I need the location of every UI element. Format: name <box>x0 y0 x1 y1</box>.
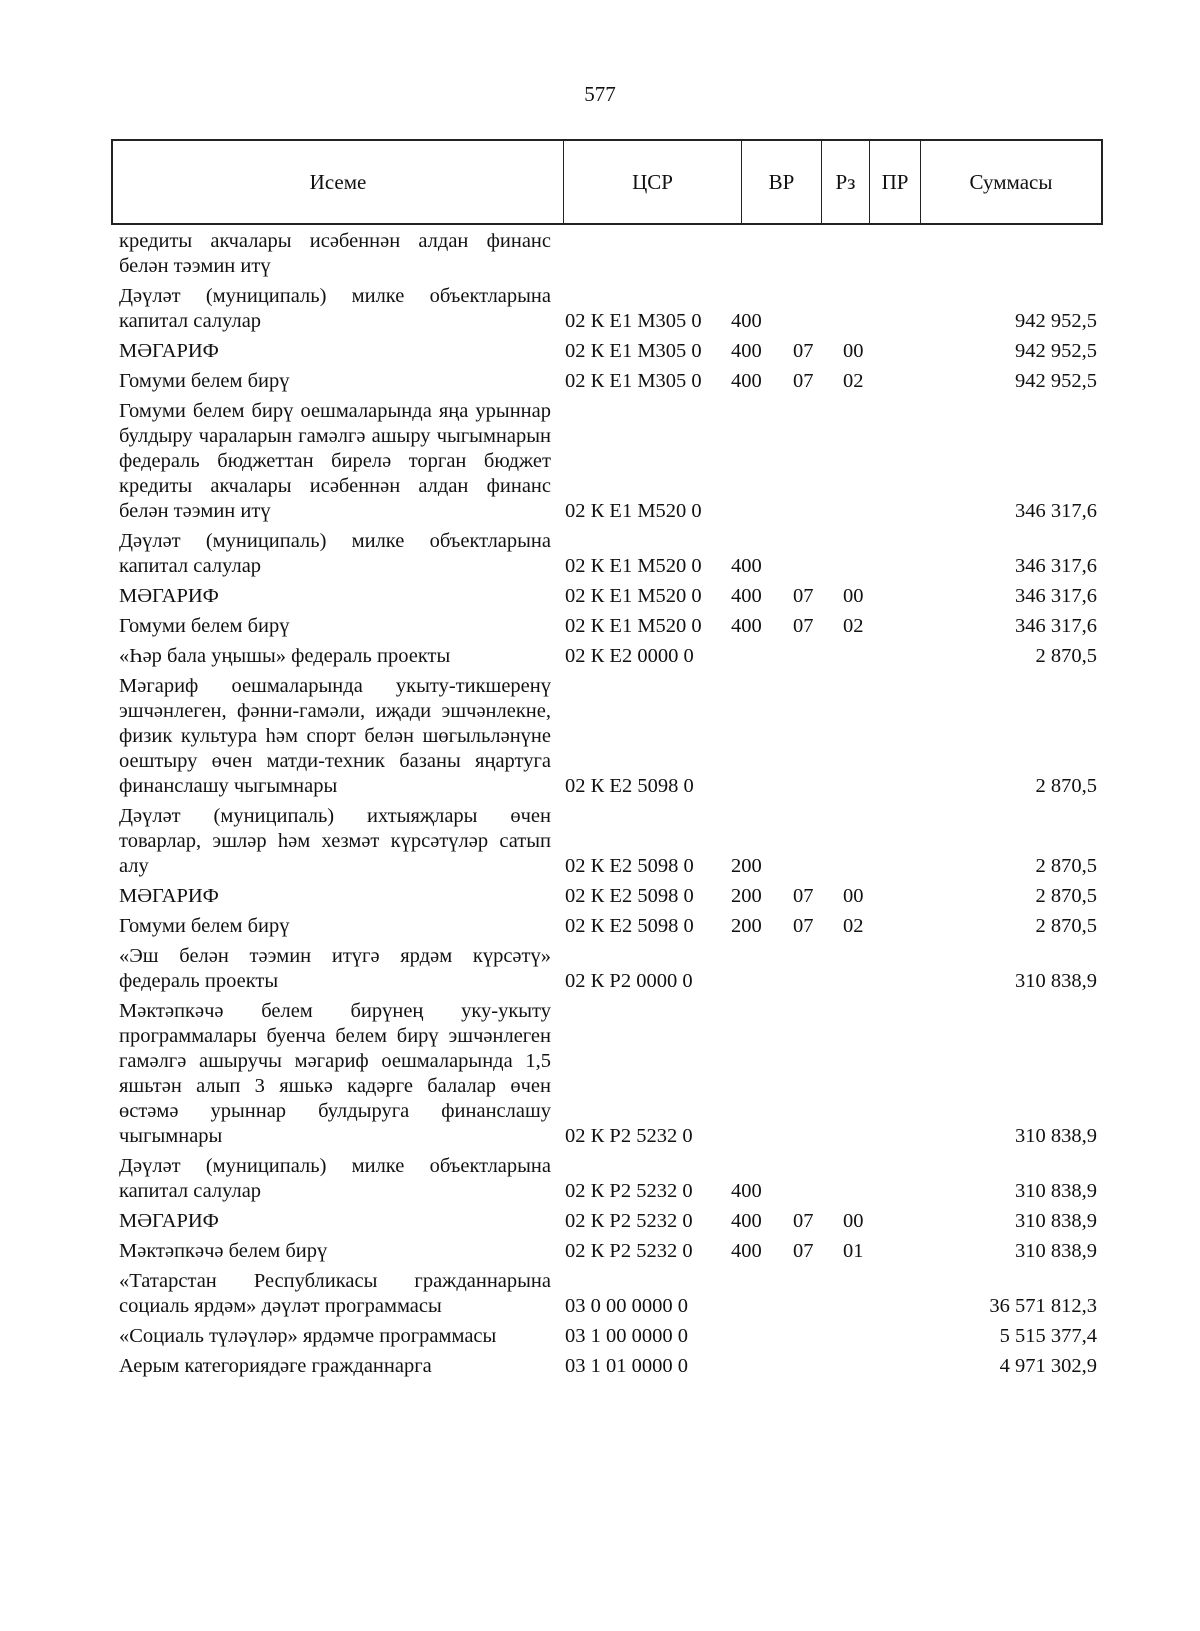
row-sum: 310 838,9 <box>1015 1240 1097 1262</box>
row-vr: 200 <box>731 855 762 877</box>
row-name: Гомуми белем бирү <box>119 370 290 392</box>
row-vr: 200 <box>731 885 762 907</box>
table-row <box>119 1269 1099 1319</box>
table-row <box>119 1154 1099 1204</box>
row-sum: 2 870,5 <box>1035 915 1097 937</box>
row-name: кредиты акчалары исәбеннән алдан финанс белән тәэмин итү <box>119 230 551 277</box>
row-vr: 400 <box>731 1240 762 1262</box>
row-sum: 310 838,9 <box>1015 1210 1097 1232</box>
row-sum: 2 870,5 <box>1035 885 1097 907</box>
table-row <box>119 339 1099 364</box>
row-name: МӘГАРИФ <box>119 885 219 907</box>
row-csr: 02 К Е1 М520 0 <box>565 555 702 577</box>
row-sum: 2 870,5 <box>1035 855 1097 877</box>
table-row <box>119 1354 1099 1379</box>
table-row <box>119 1239 1099 1264</box>
row-csr: 02 К Е2 5098 0 <box>565 915 694 937</box>
table-row <box>119 674 1099 799</box>
row-pr: 02 <box>843 915 864 937</box>
row-csr: 03 1 00 0000 0 <box>565 1325 688 1347</box>
row-name: МӘГАРИФ <box>119 585 219 607</box>
row-rz: 07 <box>793 915 814 937</box>
row-vr: 400 <box>731 1180 762 1202</box>
table-row <box>119 1209 1099 1234</box>
row-csr: 02 К Р2 0000 0 <box>565 970 693 992</box>
table-row <box>119 914 1099 939</box>
header-sum: Суммасы <box>969 169 1053 194</box>
row-name: Мәктәпкәчә белем бирүнең уку-укыту программалары буенча белем бирү эшчәнлеген гамәлгә ашыручы мәгариф оешмаларында 1,5 яшьтән алып 3 яшькә кадәрге балалар өчен өстәмә урыннар булдыруга финанслашу чыгымнары <box>119 1000 551 1147</box>
row-rz: 07 <box>793 1210 814 1232</box>
row-sum: 5 515 377,4 <box>999 1325 1097 1347</box>
row-csr: 02 К Е1 М520 0 <box>565 500 702 522</box>
row-pr: 00 <box>843 1210 864 1232</box>
row-sum: 310 838,9 <box>1015 1180 1097 1202</box>
row-sum: 346 317,6 <box>1015 585 1097 607</box>
row-rz: 07 <box>793 370 814 392</box>
header-rz: Рз <box>822 141 870 223</box>
row-name: «Татарстан Республикасы гражданнарына социаль ярдәм» дәүләт программасы <box>119 1270 551 1317</box>
row-sum: 36 571 812,3 <box>989 1295 1097 1317</box>
row-pr: 01 <box>843 1240 864 1262</box>
row-csr: 03 1 01 0000 0 <box>565 1355 688 1377</box>
table-row <box>119 529 1099 579</box>
table-row <box>119 284 1099 334</box>
row-rz: 07 <box>793 340 814 362</box>
row-vr: 400 <box>731 1210 762 1232</box>
row-csr: 02 К Е1 М305 0 <box>565 340 702 362</box>
row-name: «Һәр бала уңышы» федераль проекты <box>119 645 451 667</box>
row-name: Гомуми белем бирү <box>119 915 290 937</box>
row-vr: 400 <box>731 310 762 332</box>
row-rz: 07 <box>793 615 814 637</box>
row-csr: 02 К Р2 5232 0 <box>565 1240 693 1262</box>
table-row <box>119 369 1099 394</box>
row-pr: 00 <box>843 340 864 362</box>
row-csr: 02 К Р2 5232 0 <box>565 1210 693 1232</box>
row-csr: 02 К Е2 5098 0 <box>565 775 694 797</box>
header-pr: ПР <box>870 141 921 223</box>
row-name: Гомуми белем бирү <box>119 615 290 637</box>
row-rz: 07 <box>793 1240 814 1262</box>
row-csr: 02 К Е1 М305 0 <box>565 370 702 392</box>
table-body <box>119 229 1099 1384</box>
table-row <box>119 584 1099 609</box>
row-name: Гомуми белем бирү оешмаларында яңа урыннар булдыру чараларын гамәлгә ашыру чыгымнарын федераль бюджеттан бирелә торган бюджет кредиты акчалары исәбеннән алдан финанс белән тәэмин итү <box>119 400 551 522</box>
row-name: МӘГАРИФ <box>119 340 219 362</box>
row-sum: 310 838,9 <box>1015 1125 1097 1147</box>
row-csr: 02 К Р2 5232 0 <box>565 1125 693 1147</box>
header-name: Исеме <box>113 141 564 223</box>
row-pr: 02 <box>843 370 864 392</box>
row-name: Мәгариф оешмаларында укыту-тикшеренү эшчәнлеген, фәнни-гамәли, иҗади эшчәнлекне, физик культура һәм спорт белән шөгыльләнүне оештыру өчен матди-техник базаны яңартуга финанслашу чыгымнары <box>119 675 551 797</box>
table-row <box>119 229 1099 279</box>
row-csr: 03 0 00 0000 0 <box>565 1295 688 1317</box>
row-vr: 400 <box>731 370 762 392</box>
row-csr: 02 К Е2 5098 0 <box>565 885 694 907</box>
row-rz: 07 <box>793 585 814 607</box>
row-vr: 200 <box>731 915 762 937</box>
row-csr: 02 К Е1 М520 0 <box>565 585 702 607</box>
row-sum: 310 838,9 <box>1015 970 1097 992</box>
row-name: Мәктәпкәчә белем бирү <box>119 1240 328 1262</box>
row-rz: 07 <box>793 885 814 907</box>
row-sum: 346 317,6 <box>1015 555 1097 577</box>
row-sum: 346 317,6 <box>1015 615 1097 637</box>
row-pr: 00 <box>843 885 864 907</box>
row-pr: 02 <box>843 615 864 637</box>
table-row <box>119 614 1099 639</box>
row-vr: 400 <box>731 340 762 362</box>
row-vr: 400 <box>731 585 762 607</box>
table-row <box>119 399 1099 524</box>
row-csr: 02 К Е1 М520 0 <box>565 615 702 637</box>
row-sum: 2 870,5 <box>1035 645 1097 667</box>
table-header <box>111 139 1103 225</box>
table-row <box>119 884 1099 909</box>
header-vr: ВР <box>742 141 822 223</box>
row-sum: 4 971 302,9 <box>999 1355 1097 1377</box>
table-row <box>119 1324 1099 1349</box>
row-vr: 400 <box>731 615 762 637</box>
row-csr: 02 К Р2 5232 0 <box>565 1180 693 1202</box>
row-sum: 346 317,6 <box>1015 500 1097 522</box>
row-csr: 02 К Е2 5098 0 <box>565 855 694 877</box>
row-pr: 00 <box>843 585 864 607</box>
row-name: «Эш белән тәэмин итүгә ярдәм күрсәтү» федераль проекты <box>119 945 551 992</box>
row-name: Дәүләт (муниципаль) милке объектларына капитал салулар <box>119 1155 551 1202</box>
row-sum: 942 952,5 <box>1015 340 1097 362</box>
header-csr: ЦСР <box>564 141 742 223</box>
row-name: Дәүләт (муниципаль) милке объектларына капитал салулар <box>119 530 551 577</box>
row-name: «Социаль түләүләр» ярдәмче программасы <box>119 1325 497 1347</box>
row-sum: 2 870,5 <box>1035 775 1097 797</box>
row-sum: 942 952,5 <box>1015 370 1097 392</box>
row-vr: 400 <box>731 555 762 577</box>
row-name: МӘГАРИФ <box>119 1210 219 1232</box>
table-row <box>119 644 1099 669</box>
row-name: Дәүләт (муниципаль) милке объектларына капитал салулар <box>119 285 551 332</box>
row-csr: 02 К Е2 0000 0 <box>565 645 694 667</box>
table-row <box>119 999 1099 1149</box>
table-row <box>119 804 1099 879</box>
row-csr: 02 К Е1 М305 0 <box>565 310 702 332</box>
table-row <box>119 944 1099 994</box>
row-name: Аерым категориядәге гражданнарга <box>119 1355 432 1377</box>
row-sum: 942 952,5 <box>1015 310 1097 332</box>
row-name: Дәүләт (муниципаль) ихтыяҗлары өчен товарлар, эшләр һәм хезмәт күрсәтүләр сатып алу <box>119 805 551 877</box>
page-number: 577 <box>584 82 616 106</box>
